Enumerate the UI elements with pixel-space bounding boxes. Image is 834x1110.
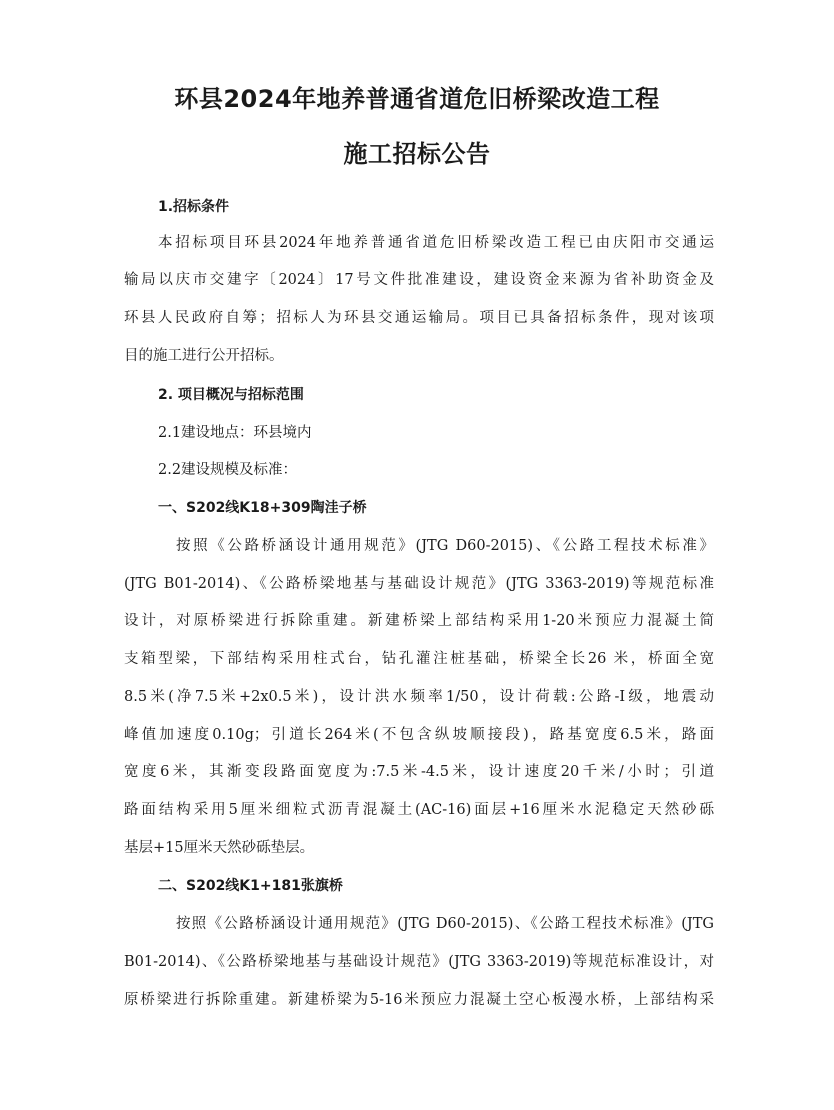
bridge-1-paragraph-line: 路面结构采用5厘米细粒式沥青混凝土(AC-16)面层+16厘米水泥稳定天然砂砾	[124, 802, 714, 818]
section-1-paragraph-line: 输局以庆市交建字〔2024〕17号文件批准建设，建设资金来源为省补助资金及	[124, 272, 714, 288]
bridge-1-paragraph-line: 支箱型梁，下部结构采用柱式台，钻孔灌注桩基础，桥梁全长26 米，桥面全宽	[124, 651, 714, 667]
document-title-line-2: 施工招标公告	[343, 140, 491, 168]
section-2-heading: 2. 项目概况与招标范围	[158, 387, 304, 403]
item-2-1-location: 2.1建设地点：环县境内	[158, 425, 312, 441]
section-1-paragraph-line: 目的施工进行公开招标。	[124, 348, 284, 364]
bridge-2-paragraph-line: B01-2014)、《公路桥梁地基与基础设计规范》(JTG 3363-2019)等规范标准设计，对	[124, 954, 714, 970]
bridge-1-paragraph-line: 8.5米(净7.5米+2x0.5米)，设计洪水频率1/50，设计荷载:公路-I级，地震动	[124, 689, 714, 705]
bridge-1-paragraph-line: 宽度6米，其渐变段路面宽度为:7.5米-4.5米，设计速度20千米/小时；引道	[124, 764, 714, 780]
bridge-1-paragraph-line: 峰值加速度0.10g；引道长264米(不包含纵坡顺接段)，路基宽度6.5米，路面	[124, 727, 714, 743]
bridge-1-paragraph-line: 基层+15厘米天然砂砾垫层。	[124, 840, 315, 856]
bridge-2-paragraph-line: 原桥梁进行拆除重建。新建桥梁为5-16米预应力混凝土空心板漫水桥，上部结构采	[124, 992, 714, 1008]
bridge-1-heading: 一、S202线K18+309陶洼子桥	[158, 500, 367, 516]
bridge-2-paragraph-line: 按照《公路桥涵设计通用规范》(JTG D60-2015)、《公路工程技术标准》(JTG	[176, 916, 714, 932]
bridge-1-paragraph-line: 按照《公路桥涵设计通用规范》(JTG D60-2015)、《公路工程技术标准》	[176, 538, 714, 554]
bridge-1-paragraph-line: 设计，对原桥梁进行拆除重建。新建桥梁上部结构采用1-20米预应力混凝土简	[124, 613, 714, 629]
section-1-heading: 1.招标条件	[158, 199, 230, 215]
document-title-line-1: 环县2024年地养普通省道危旧桥梁改造工程	[174, 85, 660, 113]
bridge-2-heading: 二、S202线K1+181张旗桥	[158, 878, 343, 894]
section-1-paragraph-line: 本招标项目环县2024年地养普通省道危旧桥梁改造工程已由庆阳市交通运	[158, 235, 714, 251]
item-2-2-scale: 2.2建设规模及标准：	[158, 462, 298, 478]
section-1-paragraph-line: 环县人民政府自筹；招标人为环县交通运输局。项目已具备招标条件，现对该项	[124, 310, 714, 326]
bridge-1-paragraph-line: (JTG B01-2014)、《公路桥梁地基与基础设计规范》(JTG 3363-2019)等规范标准	[124, 576, 714, 592]
